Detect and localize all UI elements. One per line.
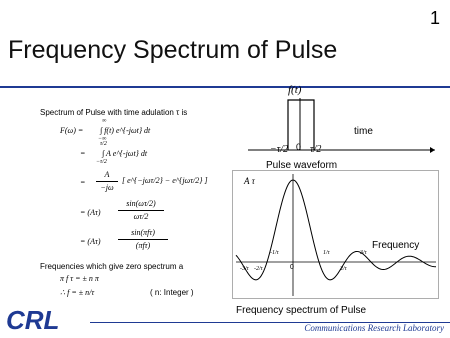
pulse-right-mark: τ/2 [310, 144, 322, 155]
line3-equals: = [80, 178, 86, 187]
slide-number: 1 [429, 8, 440, 28]
zero-eq-2: ∴ f = ± n/τ [60, 288, 95, 297]
spectrum-tick-pos3: 3/τ [360, 250, 367, 256]
line3-body: [ e^{−jωτ/2} − e^{jωτ/2} ] [122, 176, 208, 185]
zero-eq-1: π f τ = ± n π [60, 274, 99, 283]
line5-prefix: = (Aτ) [80, 237, 101, 246]
spectrum-tick-neg1: -1/τ [270, 250, 279, 256]
spectrum-zero-mark: 0 [290, 264, 294, 271]
line5-den: (πfτ) [135, 241, 151, 250]
line4-prefix: = (Aτ) [80, 208, 101, 217]
lab-name: Communications Research Laboratory [304, 323, 444, 333]
line5-num: sin(πfτ) [131, 228, 155, 237]
crl-logo [4, 304, 88, 334]
pulse-zero-mark: 0 [296, 142, 302, 152]
line3-frac-num: A [104, 170, 110, 179]
spectrum-tick-neg3: -3/τ [240, 266, 249, 272]
spectrum-tick-pos1: 1/τ [323, 250, 330, 256]
line4-num: sin(ωτ/2) [126, 199, 156, 208]
line2-integral: ∫ A e^{-jωt} dt [102, 149, 148, 158]
line2-equals: = [80, 149, 86, 158]
line5-frac-bar [118, 239, 168, 240]
spectrum-caption: Frequency spectrum of Pulse [236, 305, 367, 316]
pulse-caption: Pulse waveform [266, 160, 338, 171]
spectrum-tick-neg2: -2/τ [254, 266, 263, 272]
sinc-curve [236, 180, 436, 280]
equation-intro: Spectrum of Pulse with time adulation τ is [40, 108, 188, 117]
spectrum-plot [232, 170, 440, 300]
line2-lower-limit: −τ/2 [96, 159, 107, 165]
zero-spectrum-intro: Frequencies which give zero spectrum a [40, 262, 184, 271]
line4-frac-bar [118, 210, 164, 211]
spectrum-tick-pos2: 2/τ [340, 266, 347, 272]
pulse-y-label: f(t) [288, 84, 302, 96]
slide-title: Frequency Spectrum of Pulse [8, 36, 338, 64]
fourier-lhs: F(ω) = [60, 126, 84, 135]
pulse-x-label: time [354, 126, 373, 137]
zero-note: ( n: Integer ) [150, 288, 194, 297]
svg-text:CRL: CRL [6, 305, 60, 334]
spectrum-frequency-label: Frequency [372, 240, 420, 251]
fourier-integral: ∫ f(t) e^{-jωt} dt [100, 126, 151, 135]
line4-den: ωτ/2 [133, 212, 149, 221]
line3-frac-bar [96, 181, 118, 182]
spectrum-peak-label: A τ [244, 176, 255, 186]
line3-frac-den: −jω [100, 183, 114, 192]
pulse-time-arrow [430, 147, 435, 153]
fourier-upper-limit: ∞ [102, 118, 107, 124]
fourier-lower-limit: −∞ [98, 136, 107, 142]
line2-upper-limit: τ/2 [100, 141, 107, 147]
pulse-left-mark: −τ/2 [270, 144, 289, 155]
spectrum-frame [233, 171, 439, 299]
